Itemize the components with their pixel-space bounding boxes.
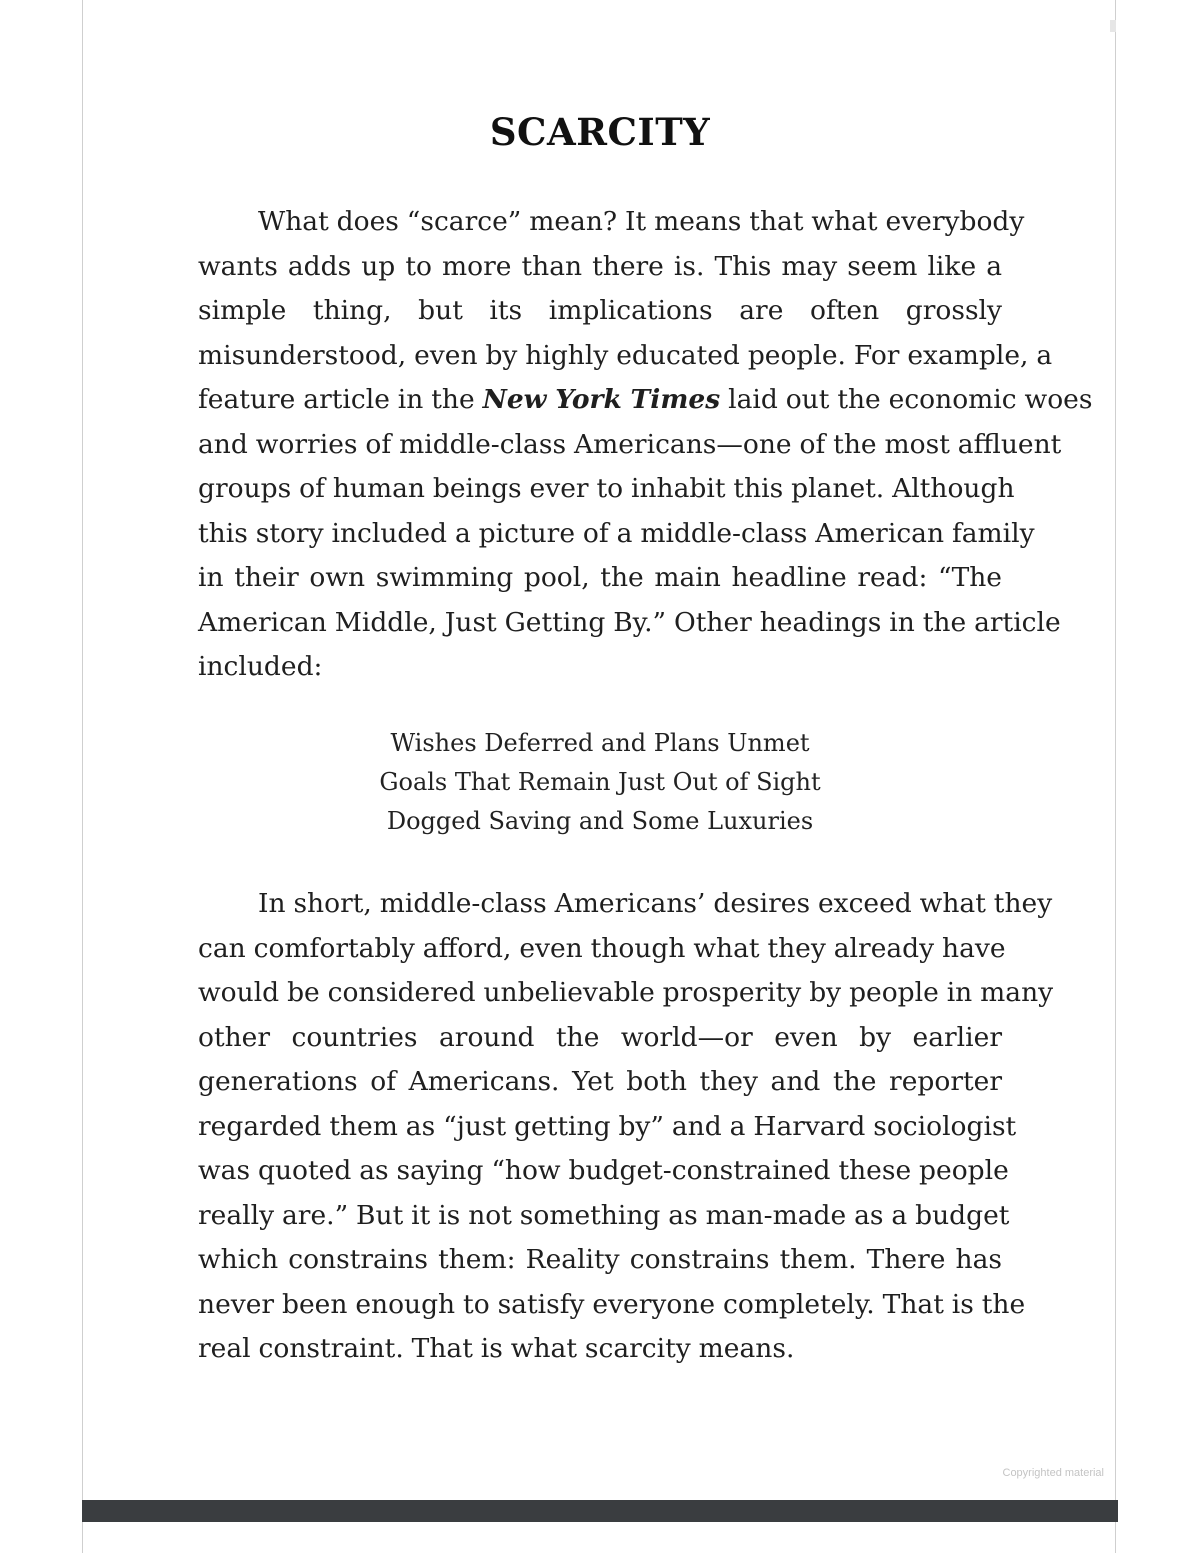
bottom-bar — [82, 1500, 1118, 1522]
paragraph-2 — [198, 882, 1054, 1372]
text-line: American Middle, Just Getting By.” Other headings in the article — [198, 606, 1061, 638]
text-line: would be considered unbelievable prosperity by people in many — [198, 977, 1054, 1008]
text-line: which constrains them: Reality constrains them. There has — [198, 1244, 1002, 1275]
text-line: wants adds up to more than there is. This may seem like a — [198, 250, 1002, 282]
text-line: and worries of middle-class Americans—one of the most affluent — [198, 428, 1062, 460]
text-line: generations of Americans. Yet both they and the reporter — [198, 1066, 1002, 1097]
text-line: really are.” But it is not something as man-made as a budget — [198, 1199, 1010, 1231]
text-line: real constraint. That is what scarcity means. — [198, 1333, 795, 1364]
quoted-heading: Wishes Deferred and Plans Unmet — [390, 729, 810, 757]
text-line: never been enough to satisfy everyone completely. That is the — [198, 1288, 1026, 1320]
quoted-heading: Dogged Saving and Some Luxuries — [386, 807, 814, 835]
copyright-watermark: Copyrighted material — [1002, 1467, 1104, 1479]
paragraph-1 — [198, 200, 1093, 690]
text-line: this story included a picture of a middle-class American family — [198, 517, 1035, 549]
text-line: in their own swimming pool, the main headline read: “The — [198, 562, 1002, 593]
text-segment: feature article in the — [198, 384, 483, 415]
publication-name: New York Times — [482, 384, 721, 415]
text-line: What does “scarce” mean? It means that what everybody — [258, 206, 1025, 237]
page-title: SCARCITY — [489, 110, 711, 154]
text-line: included: — [198, 651, 323, 682]
text-line: regarded them as “just getting by” and a Harvard sociologist — [198, 1110, 1017, 1142]
text-line: simple thing, but its implications are often grossly — [198, 295, 1002, 326]
text-line: other countries around the world—or even by earlier — [198, 1021, 1002, 1053]
text-line: was quoted as saying “how budget-constrained these people — [198, 1155, 1009, 1186]
scroll-marker — [1110, 20, 1116, 32]
text-line: groups of human beings ever to inhabit this planet. Although — [198, 473, 1015, 504]
text-line: can comfortably afford, even though what they already have — [198, 932, 1006, 964]
text-segment: laid out the economic woes — [720, 384, 1093, 415]
quoted-headings — [198, 724, 1002, 841]
text-line: In short, middle-class Americans’ desires exceed what they — [258, 888, 1053, 919]
text-line — [198, 378, 1093, 423]
quoted-heading: Goals That Remain Just Out of Sight — [379, 768, 821, 796]
text-line: misunderstood, even by highly educated people. For example, a — [198, 339, 1053, 371]
